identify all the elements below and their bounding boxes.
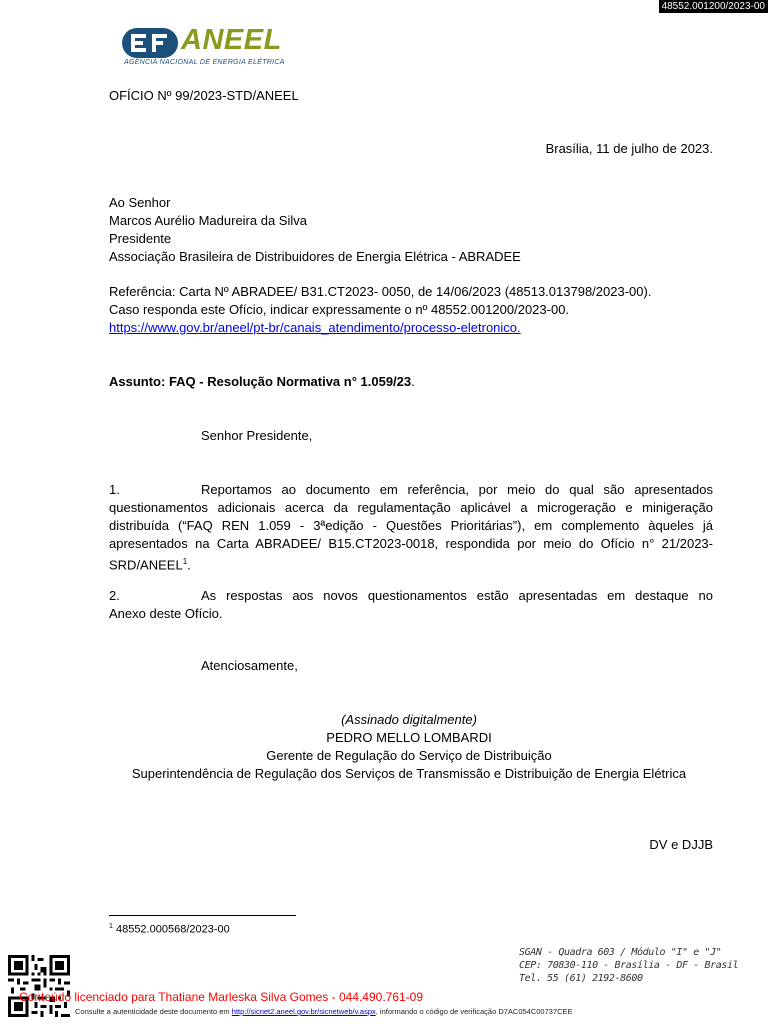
reply-instruction: Caso responda este Ofício, indicar expressamente o nº 48552.001200/2023-00. — [109, 302, 570, 317]
protocol-stamp: 48552.001200/2023-00 — [659, 0, 768, 13]
reference-line: Referência: Carta Nº ABRADEE/ B31.CT2023- 0050, de 14/06/2023 (48513.013798/2023-00). — [109, 284, 652, 299]
footnote-marker: 1 — [109, 923, 113, 930]
paragraph-line: As respostas aos novos questionamentos estão apresentadas em destaque no — [201, 588, 713, 603]
closing: Atenciosamente, — [201, 658, 298, 673]
agency-address — [519, 946, 738, 985]
recipient-name: Marcos Aurélio Madureira da Silva — [109, 213, 307, 228]
subject-end: . — [411, 374, 415, 389]
paragraph-line: distribuída (“FAQ REN 1.059 - 3ªedição - Questões Prioritárias”), em complemento àqueles já — [109, 518, 713, 533]
footnote-reference: 1 — [182, 557, 188, 566]
subject-label: Assunto: FAQ - Resolução Normativa n° 1.059/23 — [109, 374, 412, 389]
verification-notice — [75, 1007, 573, 1016]
recipient-organization: Associação Brasileira de Distribuidores de Energia Elétrica - ABRADEE — [109, 249, 521, 264]
electronic-process-link[interactable]: https://www.gov.br/aneel/pt-br/canais_atendimento/processo-eletronico. — [109, 320, 521, 335]
paragraph-end: . — [187, 557, 191, 573]
recipient-salutation: Ao Senhor — [109, 195, 171, 210]
qr-code-icon — [7, 955, 71, 1017]
signature-note: (Assinado digitalmente) — [341, 712, 477, 727]
document-date: Brasília, 11 de julho de 2023. — [545, 141, 713, 156]
signer-title: Gerente de Regulação do Serviço de Distribuição — [266, 748, 552, 763]
footnote — [109, 923, 230, 936]
logo-subtitle: AGÊNCIA NACIONAL DE ENERGIA ELÉTRICA — [124, 59, 285, 66]
paragraph-number: 2. — [109, 588, 120, 603]
address-line: Tel. 55 (61) 2192-8600 — [519, 973, 643, 984]
license-notice: Conteúdo licenciado para Thatiane Marleska Silva Gomes - 044.490.761-09 — [19, 990, 424, 1004]
oficio-number: OFÍCIO Nº 99/2023-STD/ANEEL — [109, 88, 299, 103]
paragraph-line: SRD/ANEEL — [109, 557, 183, 573]
logo-wordmark: ANEEL — [181, 24, 282, 56]
subject — [109, 373, 415, 391]
paragraph-number: 1. — [109, 482, 120, 497]
verification-link[interactable]: http://sicnet2.aneel.gov.br/sicnetweb/v.aspx — [231, 1007, 376, 1016]
signer-department: Superintendência de Regulação dos Serviços de Transmissão e Distribuição de Energia Elétrica — [131, 766, 687, 781]
verification-prefix: Consulte a autenticidade deste documento em — [75, 1007, 232, 1016]
footnote-text: 48552.000568/2023-00 — [112, 923, 230, 936]
address-line: CEP: 70830-110 - Brasília - DF - Brasil — [519, 960, 739, 971]
paragraph-2 — [109, 587, 713, 623]
paragraph-line: Reportamos ao documento em referência, por meio do qual são apresentados — [201, 482, 713, 497]
aneel-emblem-icon — [122, 26, 182, 60]
signer-name: PEDRO MELLO LOMBARDI — [326, 730, 492, 745]
address-line: SGAN - Quadra 603 / Módulo "I" e "J" — [519, 947, 722, 958]
verification-suffix: , informando o código de verificação D7AC054C00737CEE — [375, 1007, 573, 1016]
drafter-initials: DV e DJJB — [649, 837, 713, 852]
recipient-role: Presidente — [109, 231, 172, 246]
footnote-divider — [109, 915, 296, 916]
paragraph-line: questionamentos adicionais acerca da regulamentação aplicável a microgeração e minigeração — [109, 500, 713, 515]
paragraph-line: apresentados na Carta ABRADEE/ B15.CT2023-0018, respondida por meio do Ofício n° 21/2023- — [109, 536, 713, 551]
paragraph-line: Anexo deste Ofício. — [109, 606, 223, 621]
greeting: Senhor Presidente, — [201, 428, 313, 443]
paragraph-1 — [109, 481, 713, 571]
